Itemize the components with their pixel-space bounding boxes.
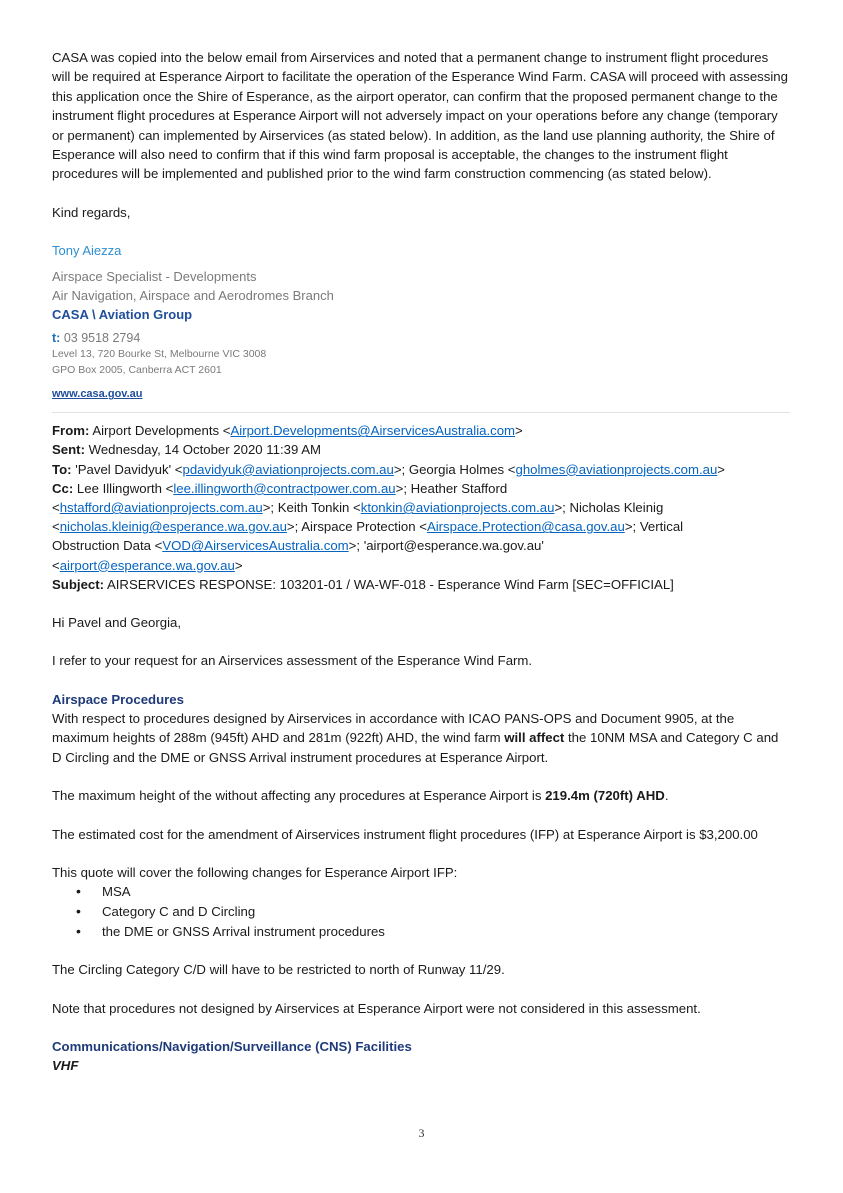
email-signature <box>52 241 790 402</box>
cc-5-name: >; Airspace Protection < <box>286 519 427 535</box>
cost-paragraph: The estimated cost for the amendment of Airservices instrument flight procedures (IFP) at Esperance Airport is $3,200.00 <box>52 826 758 842</box>
circling-paragraph: The Circling Category C/D will have to be restricted to north of Runway 11/29. <box>52 962 505 978</box>
separator-line <box>52 412 790 413</box>
signature-address-2: GPO Box 2005, Canberra ACT 2601 <box>52 363 222 376</box>
from-label: From: <box>52 423 90 439</box>
email-to <box>52 460 790 479</box>
sent-date: Wednesday, 14 October 2020 11:39 AM <box>88 442 322 458</box>
cc-6-cont: Obstruction Data < <box>52 538 163 554</box>
signature-branch: Air Navigation, Airspace and Aerodromes Branch <box>52 288 334 304</box>
phone-number: 03 9518 2794 <box>63 331 141 346</box>
airspace-text-bold: will affect <box>504 730 565 746</box>
from-end: > <box>515 423 523 439</box>
max-height-text-c: . <box>664 788 669 804</box>
airspace-procedures-heading: Airspace Procedures <box>52 691 184 707</box>
spacer <box>52 1018 790 1037</box>
spacer <box>52 671 790 690</box>
max-height-paragraph <box>52 786 790 805</box>
list-item: • MSA <box>52 882 790 902</box>
subject-text: AIRSERVICES RESPONSE: 103201-01 / WA-WF-018 - Esperance Wind Farm [SEC=OFFICIAL] <box>106 576 674 592</box>
to-label: To: <box>52 461 72 477</box>
signature-title: Airspace Specialist - Developments <box>52 269 257 285</box>
cc-2-email-link[interactable]: hstafford@aviationprojects.com.au <box>59 500 263 516</box>
email-from <box>52 421 790 440</box>
to-1-name: 'Pavel Davidyuk' < <box>75 461 183 477</box>
request-paragraph: I refer to your request for an Airservices assessment of the Esperance Wind Farm. <box>52 653 533 669</box>
cc-5-email-link[interactable]: Airspace.Protection@casa.gov.au <box>426 519 625 535</box>
spacer <box>52 632 790 651</box>
cc-2-open: < <box>52 500 60 516</box>
spacer <box>52 844 790 863</box>
cc-6-email-link[interactable]: VOD@AirservicesAustralia.com <box>162 538 349 554</box>
cc-7-open: < <box>52 557 60 573</box>
signature-org: CASA \ Aviation Group <box>52 307 193 323</box>
cc-1-email-link[interactable]: lee.illingworth@contractpower.com.au <box>173 480 396 496</box>
email-cc <box>52 479 790 575</box>
page-content <box>52 48 790 1075</box>
quote-intro: This quote will cover the following changes for Esperance Airport IFP: <box>52 864 458 880</box>
to-1-email-link[interactable]: pdavidyuk@aviationprojects.com.au <box>182 461 394 477</box>
spacer <box>52 941 790 960</box>
cc-label: Cc: <box>52 480 74 496</box>
vhf-heading: VHF <box>52 1057 79 1073</box>
list-item: • Category C and D Circling <box>52 902 790 922</box>
cc-7-email-link[interactable]: airport@esperance.wa.gov.au <box>59 557 235 573</box>
cc-2-name: >; Heather Stafford <box>395 480 508 496</box>
intro-paragraph: CASA was copied into the below email from Airservices and noted that a permanent change to instrument flight procedures will be required at Esperance Airport to facilitate the operation of the Esperance Wind Farm. CASA will proceed with assessing this application once the Shire of Esperance, as the airport operator, can confirm that the proposed permanent change to the instrument flight procedures at Esperance Airport will not adversely impact on your operations before any change (temporary or permanent) can implemented by Airservices (as stated below). In addition, as the land use planning authority, the Shire of Esperance will also need to confirm that if this wind farm proposal is acceptable, the changes to the instrument flight procedures will be implemented and published prior to the wind farm construction commencing (as stated below). <box>52 50 788 182</box>
airspace-paragraph <box>52 709 790 767</box>
cc-3-email-link[interactable]: ktonkin@aviationprojects.com.au <box>360 500 555 516</box>
signature-name: Tony Aiezza <box>52 243 122 259</box>
cc-4-open: < <box>52 519 60 535</box>
ifp-changes-list <box>52 882 790 941</box>
phone-label: t: <box>52 331 61 346</box>
spacer <box>52 980 790 999</box>
subject-label: Subject: <box>52 576 105 592</box>
cc-7-name: >; 'airport@esperance.wa.gov.au' <box>348 538 544 554</box>
note-paragraph: Note that procedures not designed by Airservices at Esperance Airport were not considered in this assessment. <box>52 1000 701 1016</box>
cc-4-email-link[interactable]: nicholas.kleinig@esperance.wa.gov.au <box>59 519 287 535</box>
airspace-text-a: With respect to procedures designed by Airservices in accordance with ICAO PANS-OPS and Document 9905, at the maximum heights of 288m (945ft) AHD and 281m (922ft) AHD, the wind farm <box>52 710 735 746</box>
cns-facilities-heading: Communications/Navigation/Surveillance (CNS) Facilities <box>52 1038 412 1054</box>
cc-4-name: >; Nicholas Kleinig <box>554 500 664 516</box>
airspace-text-c: the 10NM MSA and Category C and D Circling and the DME or GNSS Arrival instrument procedures at Esperance Airport. <box>52 730 779 765</box>
list-item: • the DME or GNSS Arrival instrument procedures <box>52 922 790 942</box>
max-height-value: 219.4m (720ft) AHD <box>545 788 665 804</box>
cc-6-name: >; Vertical <box>624 519 684 535</box>
to-2-email-link[interactable]: gholmes@aviationprojects.com.au <box>515 461 718 477</box>
email-header <box>52 421 790 594</box>
sent-label: Sent: <box>52 442 85 458</box>
from-name: Airport Developments < <box>92 423 231 439</box>
spacer <box>52 767 790 786</box>
greeting: Hi Pavel and Georgia, <box>52 615 182 631</box>
signature-phone <box>52 329 790 347</box>
closing-text: Kind regards, <box>52 204 131 220</box>
email-subject <box>52 575 790 594</box>
cc-end: > <box>234 557 243 573</box>
email-sent <box>52 440 790 459</box>
to-end: > <box>717 461 725 477</box>
spacer <box>52 806 790 825</box>
spacer <box>52 594 790 613</box>
cc-1-name: Lee Illingworth < <box>76 480 174 496</box>
signature-address-1: Level 13, 720 Bourke St, Melbourne VIC 3008 <box>52 348 267 361</box>
to-2-name: >; Georgia Holmes < <box>393 461 516 477</box>
page-number: 3 <box>418 1126 425 1140</box>
cc-3-name: >; Keith Tonkin < <box>262 500 361 516</box>
max-height-text-a: The maximum height of the without affecting any procedures at Esperance Airport is <box>52 788 546 804</box>
signature-website-link[interactable]: www.casa.gov.au <box>52 388 143 401</box>
from-email-link[interactable]: Airport.Developments@AirservicesAustralia.com <box>230 423 516 439</box>
